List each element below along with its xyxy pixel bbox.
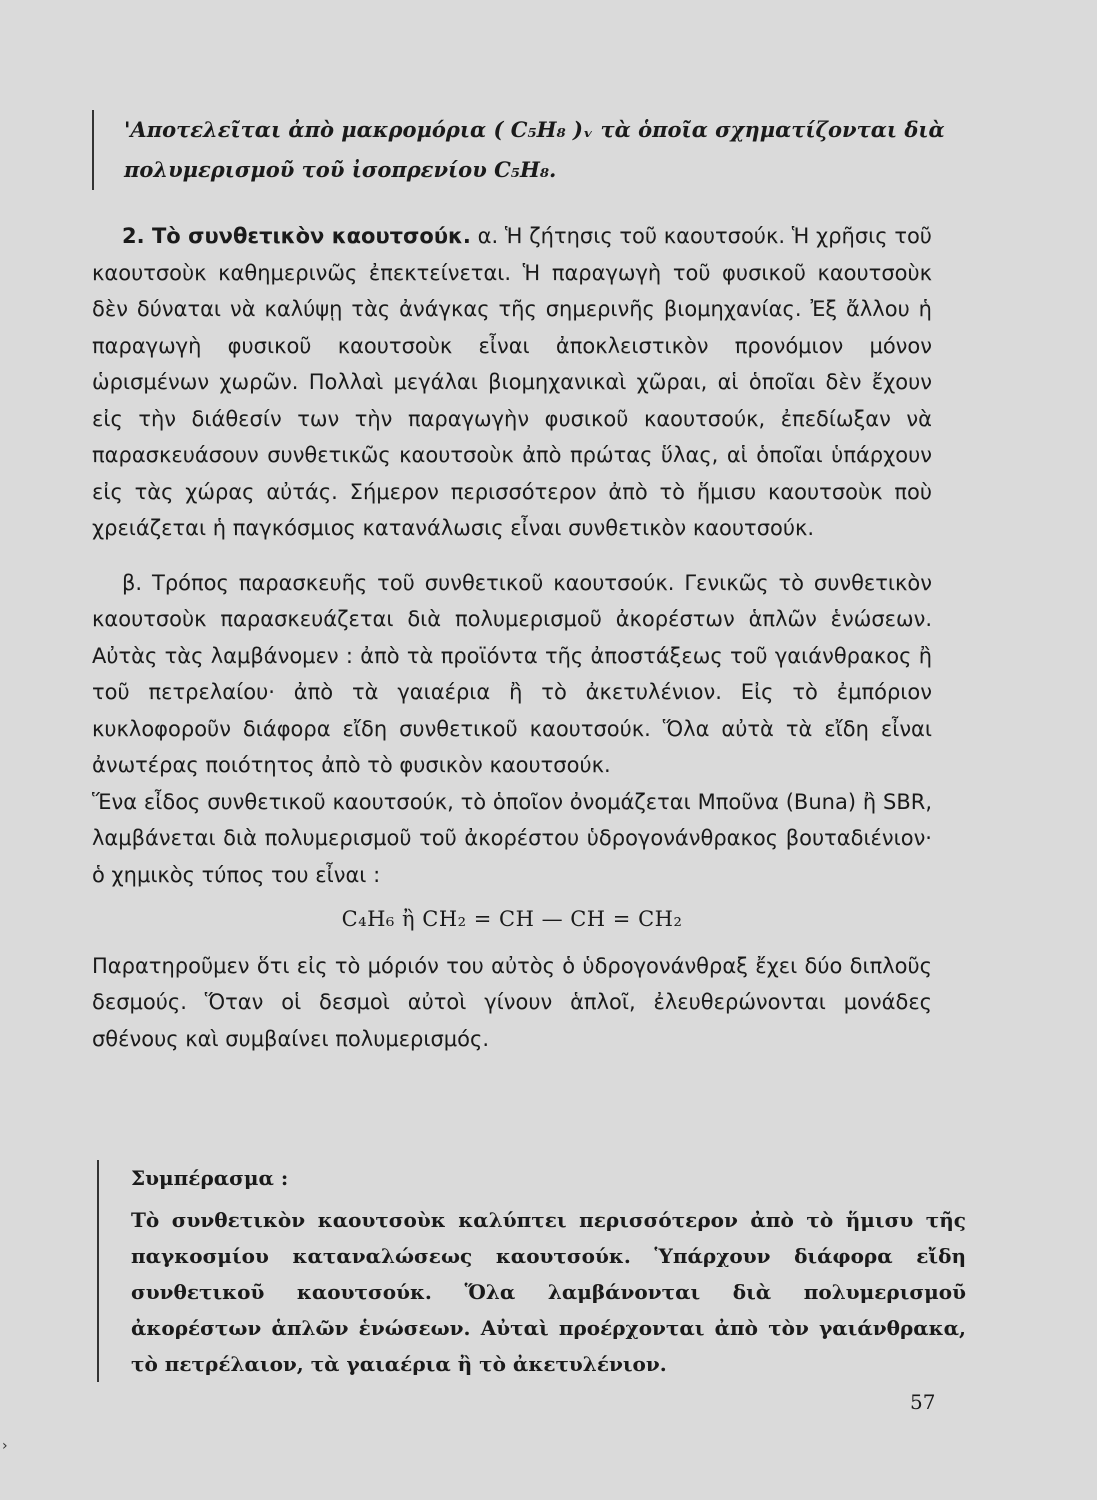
intro-note (92, 110, 974, 190)
section-heading: 2. Τὸ συνθετικὸν καουτσούκ. (122, 224, 471, 248)
main-text (92, 218, 932, 1057)
paragraph-a-text: Ἡ χρῆσις τοῦ καουτσοὺκ καθημερινῶς ἐπεκτείνεται. Ἡ παραγωγὴ τοῦ φυσικοῦ καουτσοὺκ δὲν δύναται νὰ καλύψῃ τὰς ἀνάγκας τῆς σημερινῆς βιομηχανίας. Ἐξ ἄλλου ἡ παραγωγὴ φυσικοῦ καουτσοὺκ εἶναι ἀποκλειστικὸν προνόμιον μόνον ὡρισμένων χωρῶν. Πολλαὶ μεγάλαι βιομηχανικαὶ χῶραι, αἱ ὁποῖαι δὲν ἔχουν εἰς τὴν διάθεσίν των τὴν παραγωγὴν φυσικοῦ καουτσούκ, ἐπεδίωξαν νὰ παρασκευάσουν συνθετικῶς καουτσοὺκ ἀπὸ πρώτας ὕλας, αἱ ὁποῖαι ὑπάρχουν εἰς τὰς χώρας αὐτάς. Σήμερον περισσότερον ἀπὸ τὸ ἥμισυ καουτσοὺκ ποὺ χρειάζεται ἡ παγκόσμιος κατανάλωσις εἶναι συνθετικὸν καουτσούκ. (92, 224, 932, 540)
summary-text: Τὸ συνθετικὸν καουτσοὺκ καλύπτει περισσότερον ἀπὸ τὸ ἥμισυ τῆς παγκοσμίου καταναλώσεως καουτσούκ. Ὑπάρχουν διάφορα εἴδη συνθετικοῦ καουτσούκ. Ὅλα λαμβάνονται διὰ πολυμερισμοῦ ἀκορέστων ἁπλῶν ἑνώσεων. Αὐταὶ προέρχονται ἀπὸ τὸν γαιάνθρακα, τὸ πετρέλαιον, τὰ γαιαέρια ἢ τὸ ἀκετυλένιον. (131, 1208, 966, 1376)
page-number: 57 (910, 1390, 936, 1414)
subsection-b-label: β. Τρόπος παρασκευῆς τοῦ συνθετικοῦ καουτσούκ. (122, 570, 675, 595)
margin-mark: › (2, 1438, 8, 1454)
paragraph-b (92, 565, 932, 784)
summary-box (97, 1160, 966, 1382)
intro-line-2: πολυμερισμοῦ τοῦ ἰσοπρενίου C₅H₈. (124, 157, 557, 182)
intro-line-1: 'Αποτελεῖται ἀπὸ μακρομόρια ( C₅H₈ )ᵥ τὰ ὁποῖα σχηματίζονται διὰ (124, 117, 945, 142)
paragraph-c: Ἕνα εἶδος συνθετικοῦ καουτσούκ, τὸ ὁποῖον ὀνομάζεται Μποῦνα (Buna) ἢ SBR, λαμβάνεται διὰ πολυμερισμοῦ τοῦ ἀκορέστου ὑδρογονάνθρακος βουταδιένιον· ὁ χημικὸς τύπος του εἶναι : (92, 789, 932, 887)
paragraph-d: Παρατηροῦμεν ὅτι εἰς τὸ μόριόν του αὐτὸς ὁ ὑδρογονάνθραξ ἔχει δύο διπλοῦς δεσμούς. Ὅταν οἱ δεσμοὶ αὐτοὶ γίνουν ἁπλοῖ, ἐλευθερώνονται μονάδες σθένους καὶ συμβαίνει πολυμερισμός. (92, 953, 932, 1051)
summary-label: Συμπέρασμα : (131, 1166, 289, 1190)
subsection-a-label: α. Ἡ ζήτησις τοῦ καουτσούκ. (477, 224, 786, 248)
paragraph-b-text: Γενικῶς τὸ συνθετικὸν καουτσοὺκ παρασκευάζεται διὰ πολυμερισμοῦ ἀκορέστων ἁπλῶν ἑνώσεων. Αὐτὰς τὰς λαμβάνομεν : ἀπὸ τὰ προϊόντα τῆς ἀποστάξεως τοῦ γαιάνθρακος ἢ τοῦ πετρελαίου· ἀπὸ τὰ γαιαέρια ἢ τὸ ἀκετυλένιον. Εἰς τὸ ἐμπόριον κυκλοφοροῦν διάφορα εἴδη συνθετικοῦ καουτσούκ. Ὅλα αὐτὰ τὰ εἴδη εἶναι ἀνωτέρας ποιότητος ἀπὸ τὸ φυσικὸν καουτσούκ. (92, 570, 932, 777)
chemical-formula: C₄H₆ ἢ CH₂ = CH — CH = CH₂ (341, 907, 683, 931)
paragraph-a (92, 218, 932, 547)
